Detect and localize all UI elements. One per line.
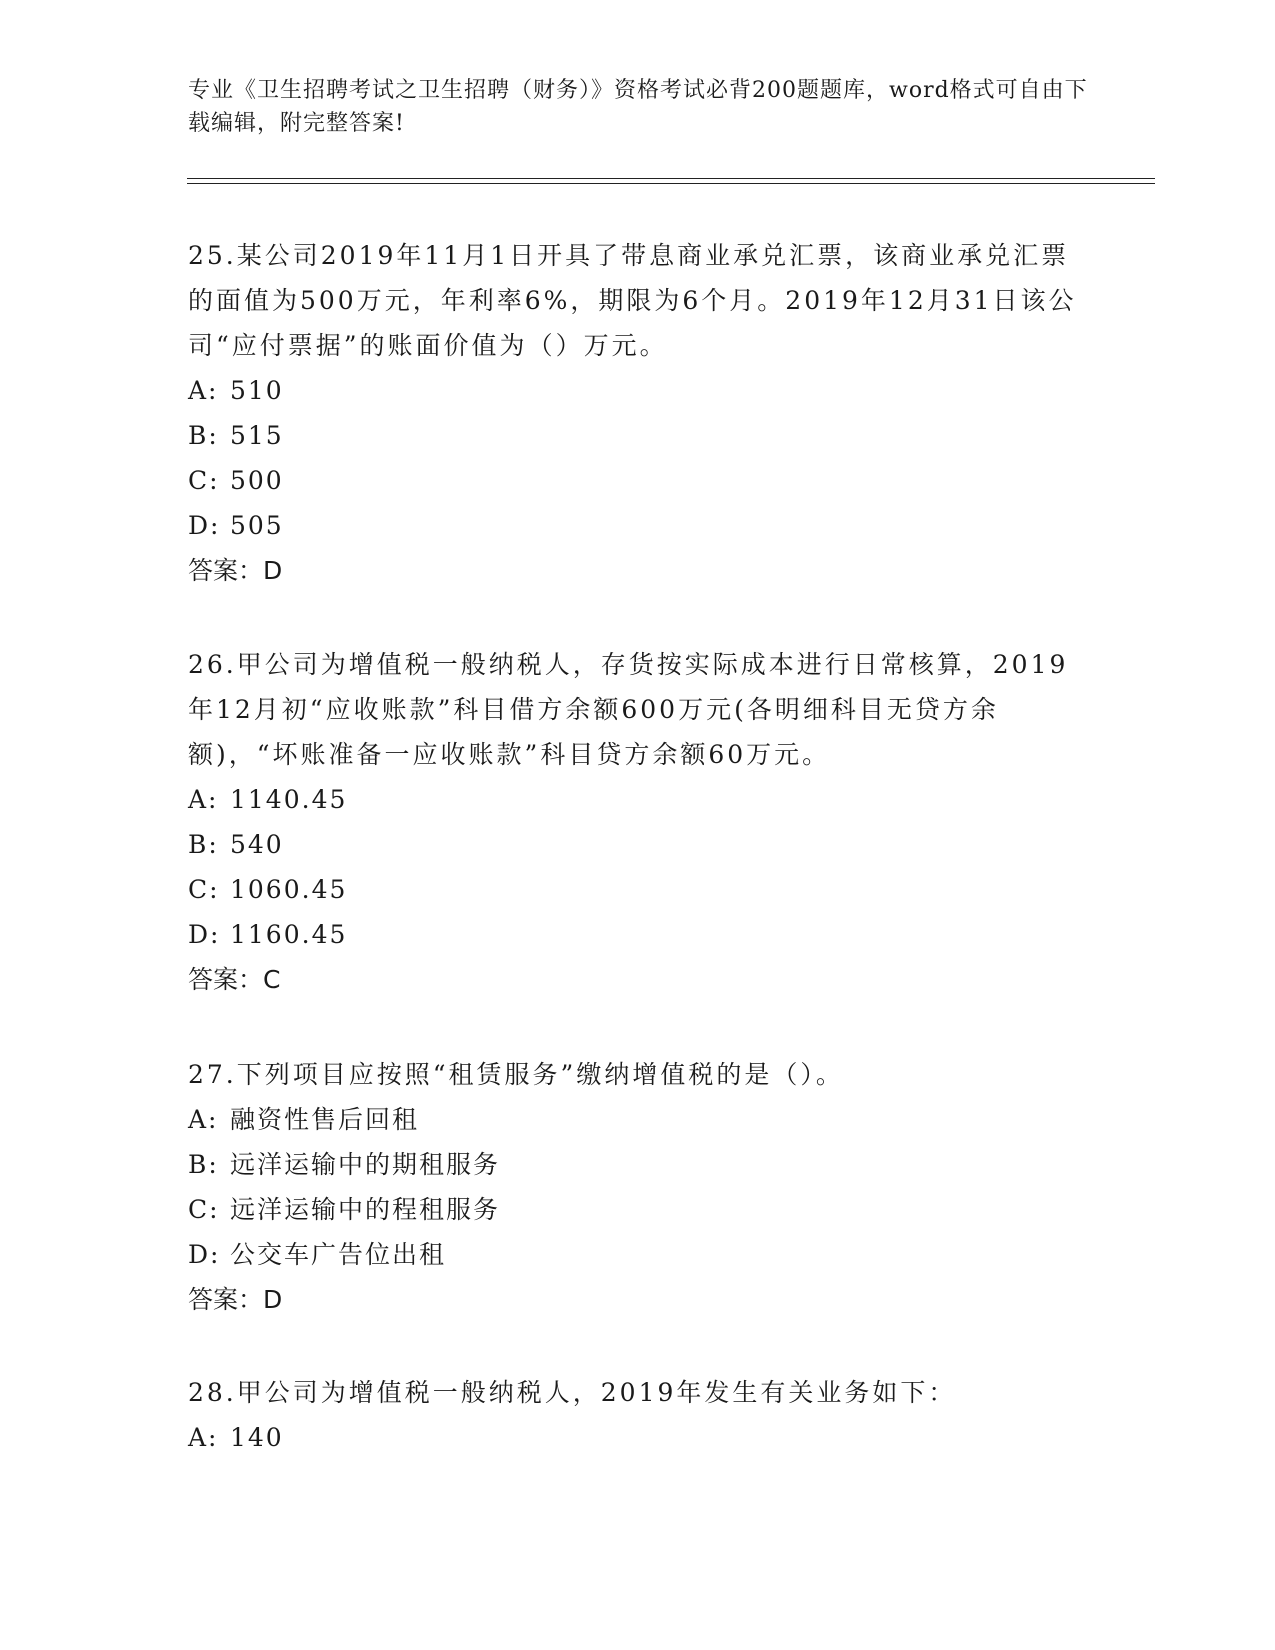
option-key: A: bbox=[188, 1423, 219, 1452]
option-a bbox=[188, 1415, 1088, 1460]
option-text: 510 bbox=[230, 376, 284, 405]
option-text: 515 bbox=[230, 421, 284, 450]
option-c bbox=[188, 867, 1088, 912]
option-text: 1060.45 bbox=[230, 875, 348, 904]
option-c bbox=[188, 1187, 1088, 1232]
option-text: 远洋运输中的程租服务 bbox=[230, 1195, 501, 1224]
option-key: D: bbox=[188, 1240, 221, 1269]
option-b bbox=[188, 413, 1088, 458]
question-stem: 27.下列项目应按照“租赁服务”缴纳增值税的是（）。 bbox=[188, 1060, 844, 1089]
option-key: C: bbox=[188, 1195, 220, 1224]
option-key: C: bbox=[188, 466, 220, 495]
option-key: B: bbox=[188, 830, 219, 859]
question-stem: 26.甲公司为增值税一般纳税人，存货按实际成本进行日常核算，2019年12月初“应收账款”科目借方余额600万元(各明细科目无贷方余额)，“坏账准备一应收账款”科目贷方余额60万元。 bbox=[188, 650, 1069, 769]
option-text: 500 bbox=[230, 466, 284, 495]
option-text: 540 bbox=[230, 830, 284, 859]
question-stem: 28.甲公司为增值税一般纳税人，2019年发生有关业务如下： bbox=[188, 1378, 957, 1407]
option-text: 1140.45 bbox=[230, 785, 348, 814]
option-key: A: bbox=[188, 1105, 219, 1134]
header-rule-bottom bbox=[187, 183, 1155, 184]
option-text: 140 bbox=[230, 1423, 284, 1452]
option-d bbox=[188, 1232, 1088, 1277]
answer-line: 答案：D bbox=[188, 1285, 283, 1314]
option-key: A: bbox=[188, 376, 219, 405]
question-26 bbox=[188, 642, 1088, 1002]
question-stem: 25.某公司2019年11月1日开具了带息商业承兑汇票，该商业承兑汇票的面值为500万元，年利率6%，期限为6个月。2019年12月31日该公司“应付票据”的账面价值为（）万元。 bbox=[188, 241, 1077, 360]
option-d bbox=[188, 503, 1088, 548]
option-key: C: bbox=[188, 875, 220, 904]
option-text: 505 bbox=[230, 511, 284, 540]
option-a bbox=[188, 368, 1088, 413]
question-28 bbox=[188, 1370, 1088, 1460]
option-c bbox=[188, 458, 1088, 503]
option-key: A: bbox=[188, 785, 219, 814]
option-key: B: bbox=[188, 1150, 219, 1179]
option-key: B: bbox=[188, 421, 219, 450]
answer-line: 答案：D bbox=[188, 556, 283, 585]
option-a bbox=[188, 1097, 1088, 1142]
option-key: D: bbox=[188, 920, 221, 949]
option-b bbox=[188, 822, 1088, 867]
answer-line: 答案：C bbox=[188, 965, 281, 994]
option-text: 融资性售后回租 bbox=[230, 1105, 420, 1134]
option-text: 1160.45 bbox=[230, 920, 348, 949]
header-rule-top bbox=[187, 178, 1155, 179]
option-b bbox=[188, 1142, 1088, 1187]
question-25 bbox=[188, 233, 1088, 593]
option-text: 远洋运输中的期租服务 bbox=[230, 1150, 501, 1179]
question-27 bbox=[188, 1052, 1088, 1322]
document-header: 专业《卫生招聘考试之卫生招聘（财务）》资格考试必背200题题库，word格式可自由下载编辑，附完整答案! bbox=[188, 78, 1088, 136]
option-a bbox=[188, 777, 1088, 822]
option-text: 公交车广告位出租 bbox=[230, 1240, 447, 1269]
option-d bbox=[188, 912, 1088, 957]
option-key: D: bbox=[188, 511, 221, 540]
